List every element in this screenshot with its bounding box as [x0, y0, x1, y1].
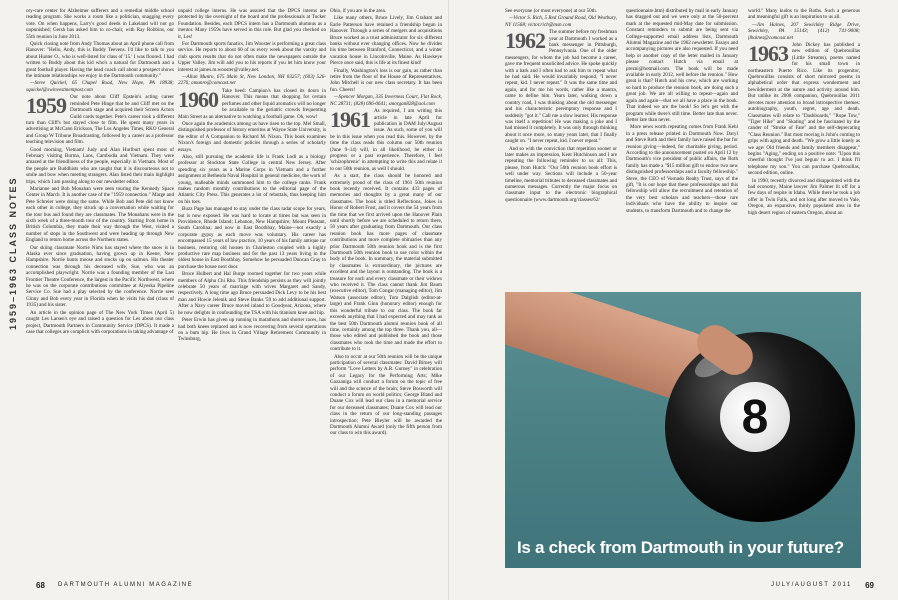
- ball-number-window: [720, 382, 790, 452]
- issue-date: JULY/AUGUST 2011: [771, 582, 852, 588]
- paragraph: Ohio, if you are in the area.: [330, 8, 387, 14]
- left-page-number: 68: [36, 581, 45, 590]
- paragraph: John Dickey has published a new edition of Quebrouillas (Little Streams), poems named for his small town in northeastern Puerto Rico. Like its progenitor, Quebrouillas consists of short mirrored poems in alphabetical order that express wonderment and bewilderment at the nature and activity around him. But unlike its 2008 companion, Quebrouillas 2011 devotes more attention to broad introspective themes: autobiography, youth, regret, age and death. Classmates will relate to "Dashboards," "Rope Tow," "Tiger Hike" and "Skating" and be fascinated by the cander of "Stroke of Fate" and the self-deprecating "Class Reunion." But most moving is John's coming to grips with aging and death. "We grow a little lonely as we age/ Old friends and family members disappear," begins "Aging," ending on a positive note: "Upon this cheerful thought I've just begun/ to act. I think I'll telephone my son." You can purchase Quebrouillas, second edition, online.: [748, 42, 860, 177]
- column-5: [626, 8, 738, 290]
- paragraph: As a start, the class should be honored and extremely proud of the class of 1961 50th reunion book recently received. It contains 433 pages of memories and thoughts by a great many of our classmates. The book is titled Reflections, Jokes in Honor of Robert Frost, and it covers the 54 years from the time that we first arrived upon the Hanover Plain until shortly before we are scheduled to return there, 50 years after graduating from Dartmouth. Our class reunion book has more pages of classmate contributions and more complete obituaries than any prior Dartmouth 50th reunion book and is the first Dartmouth 50th reunion book to use color within the body of the book. In summary, the material submitted by classmates is extraordinary, the pictures are excellent and the layout is outstanding. The book is a treasure for each and every classmate or their widows who received it. The class cannot thank Jim Baum (executive editor), Tom Congar (managing editor), Jim Watson (associate editor), Tom Dalglish (editor-at-large) and Frank Ginn (honorary editor) enough for this wonderful tribute to our class. The book far exceeds anything that I had expected and may rank as the best 50th Dartmouth alumni reunion book of all time, certainly among the top three. Thank you, all—those who edited and published the book and those classmates who took the time and made the effort to contribute to it.: [330, 173, 442, 353]
- class-year-heading: 1961: [330, 107, 370, 133]
- paragraph: And so with the conviction that repetition sooner or later makes an impression, Kent Hutchinson and I are repeating the following reminder to us all: This, please, from Hutch: "Our 50th reunion book effort is well under way. Sections will include a 50-year timeline, memorial tributes to deceased classmates and numerous messages. Currently the major focus on classmate input to the electronic biographical questionnaire (www.dartmouth.org/classes/62/: [505, 145, 617, 203]
- paragraph: Once again the academics among us have risen to the top. Mel Small, distinguished professor of history emeritus at Wayne State University, is the editor of A Companion to Richard M. Nixon. This book examines Nixon's foreign and domestic policies through a series of scholarly essays.: [178, 120, 326, 153]
- paragraph: Finally, Washington's loss is our gain, as rather than retire from the floor of the House of Representatives, John Mitchell is our new class secretary. It has been fun. Cheers!: [330, 67, 442, 93]
- paragraph: As required, I am writing this article in late April for publication in DAM July/August issue. As such, some of you will be in this issue when you read this. However, by the time the class reads this column our 50th reunion (June 9–14) will, in all likelihood, be either in progress or a past experience. Therefore, I feel 'schizophrenic' in attempting to write this and relate it to our 50th reunion, as well I should.: [330, 108, 442, 172]
- paragraph: questionnaire.htm) distributed by mail in early January has dragged out and we were only at the 50-percent mark at the requested mid-May date for submission. Constant reminders to submit are being sent via College-supported email address lists, Dartmouth Alumni Magazine and the 1962 newsletter. Essays and accompanying pictures are also requested. If you need help or another copy of the letter mailed in January please contact Hutch via email at prezni@hotmail.com. The book will be made available in early 2012, well before the reunion." How great is that? Hutch and his crew, which are working so hard to produce the reunion book, are doing such a great job. We are all willing to repeat—again and again and again—that we all have a place in the book. That indeed we are the book! So let's get with the program while there's still time. Better late than never. Better late than never.: [626, 8, 738, 123]
- paragraph: Also to occur at our 50th reunion will be the unique participation of several classmates: David Birney will perform "Love Letters by A.R. Gurney" in celebration of our Legacy for the Performing Arts; Mike Gazzaniga will conduct a forum on the topic of free will and the science of the brain; Steve Bosworth will conduct a forum on world politics; George Bland and Duane Cox will lead our class in a memorial service for our deceased classmates; Duane Cox will lead our class in the return of our long-standing passages introspection; Pete Bleyler will be awarded the Dartmouth Alumni Award (only the fifth person from our class to win this award).: [330, 353, 442, 437]
- class-year-heading: 1959: [26, 93, 66, 119]
- eight-ball-icon: [665, 332, 855, 522]
- column-3: [330, 8, 442, 576]
- paragraph: Our note about Cliff Epstein's acting career reminded Pete Hinge that he and Cliff met on the Dartmouth stage and acquired their Screen Actors Guild cards together. Pete's career took a different turn than Cliff's but stayed close to film. He spent many years in advertising at McCann Erickson, The Los Angeles Times, RKO General and Group W Tribune Broadcasting, followed by a career as a professor teaching television and film.: [26, 94, 174, 146]
- paragraph: Good morning, Vietnam! Judy and Alan Hurlburt spent most of February visiting Burma, Laos, Cambodia and Vietnam. They were amazed at the friendliness of the people, especially in Vietnam. Most of the people are Buddhists who are taught that it is discourteous not to smile and bow when meeting strangers. Alan listed their main highlight trips, which I am passing along to our newsletter editor.: [26, 146, 174, 185]
- signature: —Steve Quickel, 65 Chapel Road, New Hope, PA 18938; squickel@swinvestmentpost.com: [26, 80, 174, 93]
- paragraph: For Dartmouth sports fanatics, Jim Wooster is performing a great class service. He reports to about 60 of us every week about the varsity and club sports results that do not often make the newspapers outside the Upper Valley. Jim will add you to his reports if you let him know your interest at james.m.wooster@valley.net.: [178, 41, 326, 73]
- paragraph: Peter Erwin has given up running in marathons and shorter races, has had both knees replaced and is now recovering from several operations on a bum hip. He lives in Grand Village Retirement Community in Twinsburg,: [178, 317, 326, 343]
- class-year-heading: 1960: [178, 86, 218, 112]
- page-gutter: [448, 0, 449, 600]
- paragraph: In 1990, recently divorced and disappointed with the bad economy, Maine lawyer Jim Palmer lit off for a few days of respite in Idaho. While there he took a job offer in Twin Falls, and not long after moved to Vale, Oregon, an expansive, thinly populated area in the high desert region of eastern Oregon, about an: [748, 177, 860, 216]
- signature: —Victor S. Rich, 5 Red Ground Road, Old Westbury, NY 11568; victor.rich@msn.com: [505, 15, 617, 28]
- ball-number: 8: [741, 390, 769, 444]
- magazine-name: DARTMOUTH ALUMNI MAGAZINE: [58, 582, 194, 588]
- signature: —Jim Haines, 207 Sewickley Ridge Drive, Sewickley, PA 15143; (412) 741-9008; jlhaines@comcast.net: [748, 21, 860, 41]
- paragraph: Marianne and Bob Monahan were seen touring the Kennedy Space Center in March. It is another case of the "1959 connection." Marge and Pete Schreier were doing the same. While Bob and Pete did not know each other in college, they struck up a conversation while waiting for the tour bus and found they are classmates. The Monahans were in the sixth week of a three-month tour of the country. Starting from home in British Columbia, they made their way through the West, visited a number of stops in the Southwest and were heading up through New England to return home across the Northern states.: [26, 185, 174, 244]
- column-4: [505, 8, 617, 290]
- paragraph: Like many others, Bruce Lively, Jim Graham and Earle Patterson have retained a friendship begun in Hanover. Through a series of mergers and acquisitions Bruce worked as a trust administrator for six different banks without ever changing offices. Now he divides his time between Branford, Connecticut, and a winter vacation house in Lincolnville, Maine. As Hawkeye Pierce once said, this is life at its finest kind!: [330, 15, 442, 67]
- paragraph: Buzz Page has managed to stay under the class radar scope for years, but is now exposed. He was hard to locate at times but was seen in Providence, Rhode Island; Lebanon, New Hampshire; Mount Pleasant, South Carolina; and now in East Boothbay, Maine—not exactly a corporate gypsy as each move was voluntary. His career has encompassed 15 years of law practice, 10 years of his family antique car business, restoring old houses in Charleston coupled with a highly productive rare map business and for the past 13 years living in the oldest house in East Boothbay. Somehow he persuaded Duncan Gray to purchase the house next door.: [178, 206, 326, 270]
- magic-8-ball-photo: [505, 292, 861, 568]
- right-page-number: 69: [865, 581, 874, 590]
- column-6: [748, 8, 860, 290]
- paragraph: ory-care center for Alzheimer sufferers and a remedial middle school reading program. She works a room like a politician, snagging every vote. On when happens, Larry's good deeds in Lakeland will not go unpunished; Gersh has asked him to co-chair, with Ray Robbins, our 55th reunion in June 2013.: [26, 8, 174, 40]
- class-year-heading: 1962: [505, 28, 545, 54]
- paragraph: Take heed: Campion's has closed its doors in Hanover. This means that shopping for certain perfumes and other liquid aromatics will no longer be available to the geriatric crowds frequenting Main Street as an alternative to watching a football game. Oh, wow!: [178, 87, 326, 120]
- paragraph: Our skiing classmate Norrie Nims has stayed where the snow is in Alaska ever since graduation, having grown up in Keene, New Hampshire. Norrie hunts moose and stocks up on salmon. His theater connection was through his deceased wife, Sue, who was an accomplished playwright. Norrie was a founding member of the Last Frontier Theatre Conference, the largest in the Pacific Northwest, where he was on the corporate contributions committee at Alyeska Pipeline Service Co. Sue had a play selected by the conference. Norrie sees Ginny and Bob every year in Florida when he visits his dad (class of 1935) and his sister.: [26, 244, 174, 309]
- signature: —Spencer Morgan, 335 Inverness Court, Flat Rock, NC 28731; (828) 696-0641; smorgan828@aol.com: [330, 94, 442, 107]
- column-2: [178, 8, 326, 576]
- signature: —Allan Munro, 675 Main St, New London, NH 03257; (603) 526-2276; amunro@comcast.net: [178, 74, 326, 87]
- paragraph: More news worth repeating comes from Frank Kehl in a press release printed in Dartmouth Now. Daryl and Steve Roth and their family have raised the bar for reunion giving—indeed, for charitable giving, period. According to the announcement posted on April 12 by Dartmouth's vice president of public affairs, the Roth family has made a "$15 million gift to endow two new distinguished professorships and a faculty fellowship." Steve, the CEO of Vornado Realty Trust, says of the gift, "It is our hope that these professorships and this fellowship will allow the recruitment and retention of the very best scholars and teachers—those rare individuals who have the ability to inspire our students, to transform Dartmouth and to change the: [626, 124, 738, 214]
- paragraph: See everyone (or most everyone) at our 50th.: [505, 8, 597, 14]
- page-footer: [20, 582, 878, 594]
- paragraph: unpaid college interns. He was assured that the DPCS interns are protected by the oversight of the board and the professionals at Tucker Foundation. Besides, each DPCS intern has a Dartmouth alumnus as a mentor. Many 1959s have served in this role. But glad you checked on it, Les!: [178, 8, 326, 40]
- class-year-heading: 1963: [748, 41, 788, 67]
- paragraph: Also, still pursuing the academic life is Frank Lodi as a biology professor at Stockton State College in central New Jersey. After spending six years as a Marine Corps in Vietnam and a further assignment at Bethesda Naval Hospital in general medicine, the work of young, malleable minds summoned him to the college ranks. Frank makes random monthly contributions to the editorial page of the Atlantic City Press. This generates a lot of rebuttals, thus keeping him on his toes.: [178, 153, 326, 205]
- photo-caption: Is a check from Dartmouth in your future?: [517, 538, 844, 557]
- paragraph: The summer before my freshman year at Dartmouth I worked as a bank messenger in Pittsburgh, Pennsylvania. One of the older messengers, for whom the job had become a career, gave me frequent unsolicited advice. He spoke quickly with a bark and I often had to ask him to repeat what he had said. He would invariably respond, "I never repeat, kid. I never repeat." It was the same time and again, and for me his words, rather like a mantra, came to define him. Years later, walking down a country road, I was thinking about the old messenger and his characteristic peremptory response and I suddenly "got it." Call me a slow learner. His response was itself a repetition! He was making a joke and I had missed it completely. It was only through thinking about it once more, so many years later, that I finally caught on. "I never repeat, kid. I never repeat.": [505, 29, 617, 145]
- paragraph: world." Many kudos to the Roths. Such a generous and meaningful gift is an inspiration to us all.: [748, 8, 860, 21]
- paragraph: Quick closing note from Andy Thomas about an April phone call from Hanover: "Hello, Andy, this is Buddy Teevens. I'd like to talk to you about Hunter O., who is well-listed for class of '15.' I was floored. I had written to Buddy about this kid who's a natural for Dartmouth and a great football player. Having the head coach call about a prospect shows the intimate relationships we enjoy in the Dartmouth community.": [26, 41, 174, 80]
- spine-label: [6, 30, 26, 350]
- column-1: [26, 8, 174, 576]
- paragraph: Bruce Hulbert and Hal Burge roomed together for two years while members of Alpha Chi Rho. This friendship persists as they will jointly celebrate 50 years of marriage with wives Margaret and Sandy, respectively. A long time ago Bruce persuaded Dick Levy to be his best man and Howie Jelenik and Steve Banks '59 to add additional support. After a Navy career Bruce moved inland to Goodyear, Arizona, where he now delights in confounding the TSA with his titanium knee and hip.: [178, 271, 326, 316]
- spine-text: 1959–1963 CLASS NOTES: [8, 176, 18, 330]
- paragraph: An article in the opinion page of The New York Times (April 5) caught Les Larsen's eye and raised a question for Les about our class project, Dartmouth Partners in Community Service (DPCS). It made a case that colleges are complicit with corporations in taking advantage of: [26, 309, 174, 335]
